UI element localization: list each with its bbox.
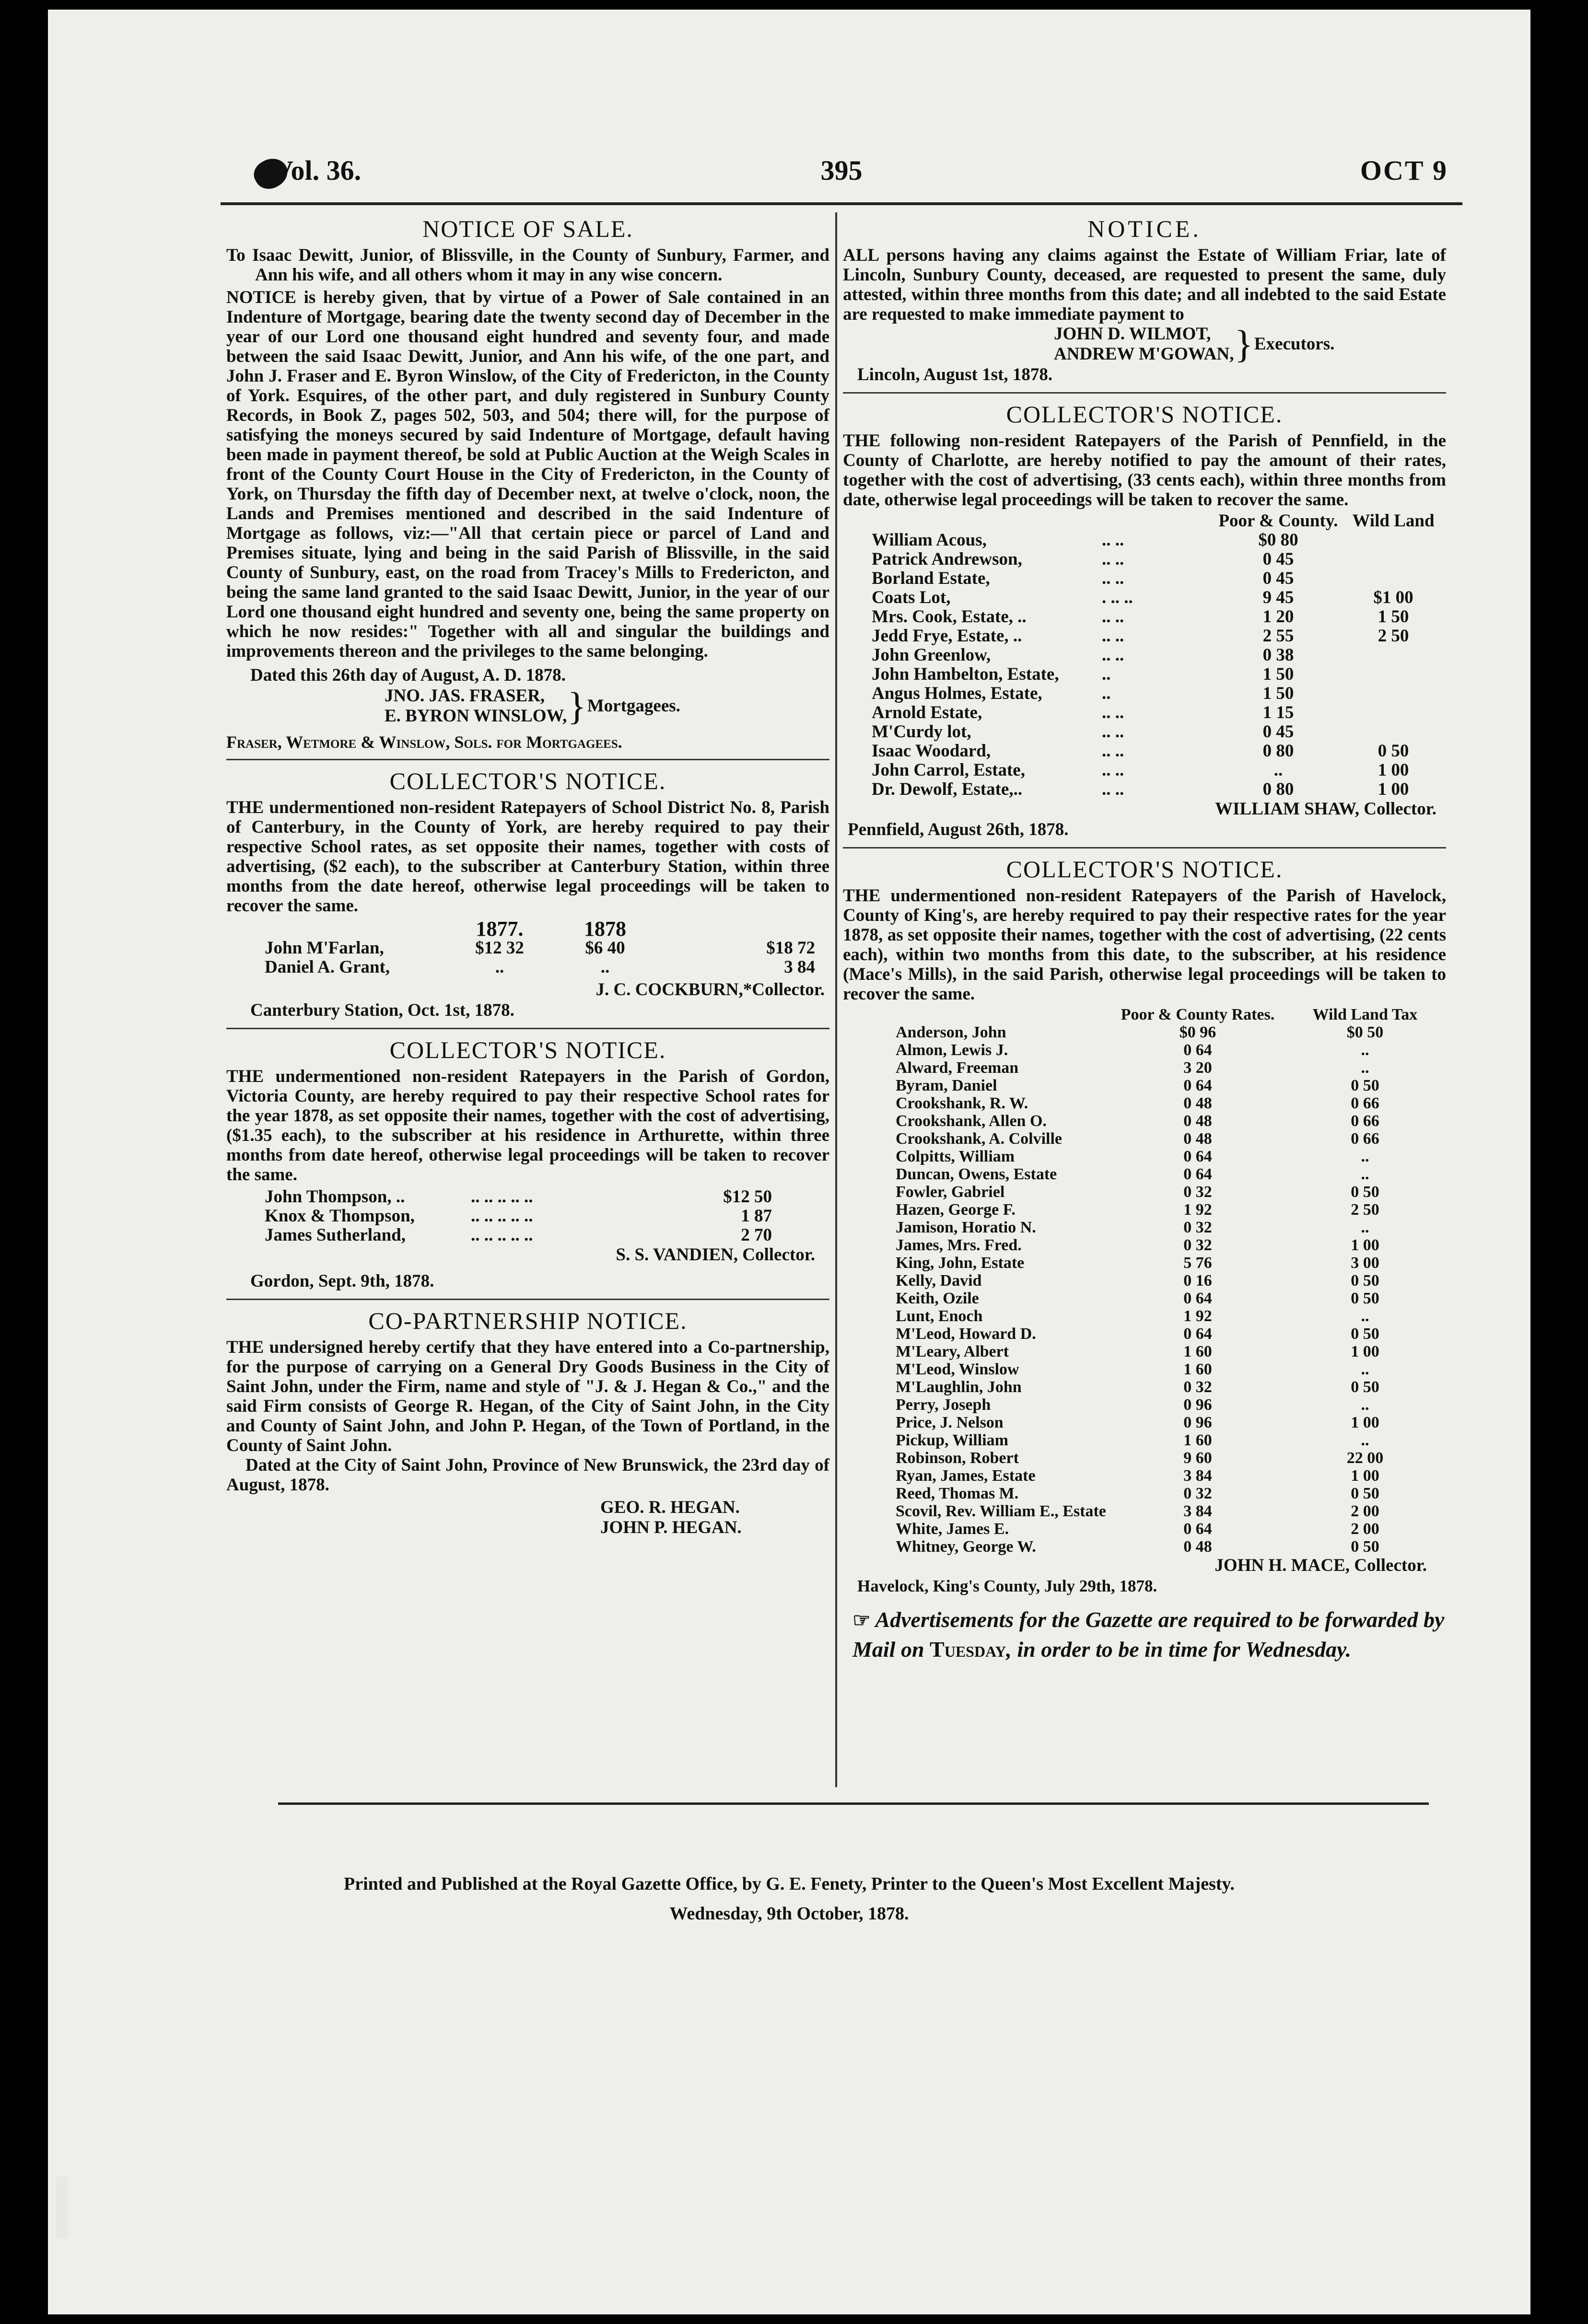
table-row	[843, 1059, 1446, 1077]
rate-value: $0 80	[1258, 530, 1298, 550]
column-header: Poor & County Rates.	[1121, 1006, 1275, 1023]
table-row	[843, 1520, 1446, 1538]
table-row	[843, 1307, 1446, 1325]
columns	[221, 210, 1462, 1787]
table-row	[843, 646, 1446, 665]
rate-value: 0 50	[1351, 1485, 1379, 1502]
table-row	[226, 958, 829, 977]
ratepayer-name: John Thompson, ..	[265, 1187, 405, 1207]
brace-glyph: }	[1234, 322, 1253, 366]
ratepayer-name: Duncan, Owens, Estate	[896, 1165, 1057, 1183]
page-content	[221, 145, 1462, 1787]
ratepayer-name: James Sutherland,	[265, 1225, 406, 1245]
table-row	[843, 1077, 1446, 1094]
rate-value: ..	[1361, 1059, 1369, 1077]
leader-dots: .. ..	[1102, 722, 1124, 742]
publication-date: Wednesday, 9th October, 1878.	[669, 1904, 909, 1924]
ratepayer-name: Isaac Woodard,	[872, 741, 991, 761]
rate-value: 0 96	[1183, 1396, 1212, 1414]
table-row	[843, 1201, 1446, 1219]
table-row	[843, 1538, 1446, 1556]
ratepayer-name: Hazen, George F.	[896, 1201, 1016, 1219]
table-row	[843, 1236, 1446, 1254]
rate-value: 0 32	[1183, 1219, 1212, 1236]
page-edge-mark	[56, 2176, 68, 2239]
rate-value: 1 60	[1183, 1343, 1212, 1360]
ratepayer-name: M'Laughlin, John	[896, 1378, 1022, 1396]
ratepayer-name: Crookshank, R. W.	[896, 1094, 1028, 1112]
rate-value: 0 64	[1183, 1290, 1212, 1307]
ratepayer-name: William Acous,	[872, 530, 987, 550]
table-row	[843, 1219, 1446, 1236]
rate-value: ..	[1361, 1148, 1369, 1165]
ratepayer-name: Whitney, George W.	[896, 1538, 1036, 1556]
left-column	[221, 210, 835, 1538]
table-row	[843, 1449, 1446, 1467]
rate-value: 0 16	[1183, 1272, 1212, 1290]
copartnership-notice	[226, 1307, 829, 1538]
ratepayer-name: Price, J. Nelson	[896, 1414, 1004, 1431]
rate-value: 0 50	[1378, 741, 1409, 761]
table-row	[843, 569, 1446, 588]
ratepayer-name: Arnold Estate,	[872, 703, 982, 722]
table-row	[843, 1343, 1446, 1360]
notice-title: NOTICE.	[1087, 215, 1202, 242]
rates-table	[843, 1006, 1446, 1556]
ratepayer-name: M'Leod, Howard D.	[896, 1325, 1036, 1343]
table-row	[843, 1165, 1446, 1183]
ratepayer-name: Kelly, David	[896, 1272, 982, 1290]
leader-dots: .. ..	[1102, 626, 1124, 646]
rate-value: ..	[1361, 1041, 1369, 1059]
notice-place-date: Canterbury Station, Oct. 1st, 1878.	[250, 1000, 514, 1020]
rate-value: 0 50	[1351, 1378, 1379, 1396]
ratepayer-name: Pickup, William	[896, 1431, 1008, 1449]
rates-table	[843, 511, 1446, 799]
table-row	[843, 1485, 1446, 1502]
table-row	[843, 1023, 1446, 1041]
table-row	[843, 1041, 1446, 1059]
table-row	[843, 1130, 1446, 1148]
advert-day: Tuesday	[930, 1637, 1006, 1662]
rate-value: 2 50	[1351, 1201, 1379, 1219]
notice-separator	[226, 759, 829, 760]
ratepayer-name: Almon, Lewis J.	[896, 1041, 1008, 1059]
rates-table	[226, 919, 829, 977]
rate-value: $0 50	[1346, 1023, 1384, 1041]
notice-place-date: Havelock, King's County, July 29th, 1878.	[857, 1577, 1157, 1595]
rate-value: $6 40	[585, 938, 625, 958]
rate-value: 0 32	[1183, 1378, 1212, 1396]
rate-value: ..	[1361, 1219, 1369, 1236]
table-row	[843, 1325, 1446, 1343]
table-row	[843, 607, 1446, 627]
rate-value: 2 55	[1262, 626, 1294, 646]
ratepayer-name: King, John, Estate	[896, 1254, 1025, 1272]
table-row	[843, 780, 1446, 799]
advertisement-note	[843, 1605, 1446, 1664]
notice-place-date: Gordon, Sept. 9th, 1878.	[250, 1271, 434, 1291]
column-header: Poor & County.	[1218, 511, 1338, 531]
rate-value: 0 50	[1351, 1272, 1379, 1290]
rate-value: 0 32	[1183, 1485, 1212, 1502]
rate-value: 0 80	[1262, 779, 1294, 799]
rate-value: $1 00	[1373, 588, 1413, 607]
ratepayer-name: Keith, Ozile	[896, 1290, 979, 1307]
rate-value: 3 00	[1351, 1254, 1379, 1272]
gordon-collector-notice	[226, 1036, 829, 1292]
rate-value: 0 66	[1351, 1112, 1379, 1130]
signer-role: Mortgagees.	[587, 696, 680, 716]
header-rule	[221, 202, 1462, 205]
ratepayer-name: Scovil, Rev. William E., Estate	[896, 1502, 1106, 1520]
leader-dots: .. ..	[1102, 703, 1124, 722]
ratepayer-name: M'Leary, Albert	[896, 1343, 1009, 1360]
leader-dots: .. .. .. .. ..	[471, 1187, 533, 1207]
rate-value: $0 96	[1179, 1023, 1216, 1041]
notice-separator	[843, 847, 1446, 848]
ratepayer-name: Dr. Dewolf, Estate,..	[872, 779, 1023, 799]
rate-value: 0 38	[1262, 645, 1294, 665]
ratepayer-name: John Greenlow,	[872, 645, 991, 665]
rate-value: 0 64	[1183, 1325, 1212, 1343]
rate-value: 1 92	[1183, 1201, 1212, 1219]
notice-of-sale	[226, 215, 829, 752]
ratepayer-name: Mrs. Cook, Estate, ..	[872, 607, 1027, 627]
ratepayer-name: Anderson, John	[896, 1023, 1006, 1041]
signer: JOHN P. HEGAN.	[600, 1518, 742, 1537]
rate-value: 0 48	[1183, 1112, 1212, 1130]
ratepayer-name: Knox & Thompson,	[265, 1206, 415, 1226]
rate-value: 0 32	[1183, 1236, 1212, 1254]
rate-value: 0 50	[1351, 1183, 1379, 1201]
pointing-hand-icon: ☞	[852, 1610, 871, 1632]
ratepayer-name: John Hambelton, Estate,	[872, 664, 1059, 684]
leader-dots: .. ..	[1102, 779, 1124, 799]
notice-title: COLLECTOR'S NOTICE.	[1006, 401, 1283, 428]
notice-body: THE undermentioned non-resident Ratepayers in the Parish of Gordon, Victoria County, are hereby required to pay their respective School rates for the year 1878, as set opposite their names, together with the cost of advertising, ($1.35 each), to the subscriber at his residence in Arthurette, within three months from date hereof, otherwise legal proceedings will be taken to recover the same.	[226, 1067, 829, 1185]
signer: ANDREW M'GOWAN,	[1054, 344, 1234, 364]
ratepayer-name: Jamison, Horatio N.	[896, 1219, 1036, 1236]
ratepayer-name: Perry, Joseph	[896, 1396, 991, 1414]
ratepayer-name: M'Curdy lot,	[872, 722, 971, 742]
leader-dots: .. ..	[1102, 760, 1124, 780]
ratepayer-name: Ryan, James, Estate	[896, 1467, 1036, 1485]
ratepayer-name: Angus Holmes, Estate,	[872, 684, 1042, 703]
notice-title: NOTICE OF SALE.	[422, 215, 633, 242]
rate-value: 0 32	[1183, 1183, 1212, 1201]
rate-value	[1341, 531, 1446, 550]
rate-value: 3 84	[1183, 1467, 1212, 1485]
rate-value: 0 64	[1183, 1077, 1212, 1094]
rate-value: 1 60	[1183, 1431, 1212, 1449]
notice-title: COLLECTOR'S NOTICE.	[389, 1036, 666, 1063]
rate-value: ..	[1273, 760, 1283, 780]
table-row	[843, 1290, 1446, 1307]
ratepayer-name: Robinson, Robert	[896, 1449, 1019, 1467]
rate-value: 9 60	[1183, 1449, 1212, 1467]
rate-value: ..	[1361, 1165, 1369, 1183]
rate-value: 0 50	[1351, 1538, 1379, 1556]
brace-glyph: }	[567, 684, 586, 728]
notice-place-date: Lincoln, August 1st, 1878.	[857, 365, 1053, 384]
rate-value: ..	[495, 957, 504, 977]
footer-rule	[278, 1802, 1429, 1805]
rate-value: 0 96	[1183, 1414, 1212, 1431]
ratepayer-name: Reed, Thomas M.	[896, 1485, 1019, 1502]
page-header	[221, 145, 1462, 202]
rate-value: 0 66	[1351, 1130, 1379, 1148]
ratepayer-name: Borland Estate,	[872, 569, 990, 588]
leader-dots: .. ..	[1102, 645, 1124, 665]
rate-value: ..	[1361, 1307, 1369, 1325]
column-header: 1877.	[476, 917, 524, 941]
column-header: Wild Land Tax	[1312, 1006, 1418, 1023]
ratepayer-name: Jedd Frye, Estate, ..	[872, 626, 1022, 646]
rate-value: ..	[1361, 1360, 1369, 1378]
signer: JNO. JAS. FRASER,	[385, 686, 545, 706]
rate-value	[1341, 684, 1446, 703]
table-row	[843, 1112, 1446, 1130]
table-row	[226, 1187, 829, 1207]
rate-value: 1 15	[1262, 703, 1294, 722]
rate-value: 0 80	[1262, 741, 1294, 761]
ratepayer-name: John Carrol, Estate,	[872, 760, 1025, 780]
pennfield-collector-notice	[843, 400, 1446, 840]
rate-value	[1341, 722, 1446, 742]
ratepayer-name: Lunt, Enoch	[896, 1307, 983, 1325]
table-row	[843, 1148, 1446, 1165]
table-row	[843, 703, 1446, 722]
rate-value: $12 32	[475, 938, 524, 958]
table-row	[843, 1396, 1446, 1414]
rate-value: 0 66	[1351, 1094, 1379, 1112]
table-row	[843, 1360, 1446, 1378]
rate-value: 1 92	[1183, 1307, 1212, 1325]
rate-value: 0 45	[1262, 722, 1294, 742]
rate-value	[1341, 703, 1446, 722]
rate-value	[1341, 550, 1446, 569]
rate-value: ..	[600, 957, 610, 977]
rate-value: 9 45	[1262, 588, 1294, 607]
collector-signature: WILLIAM SHAW, Collector.	[1215, 799, 1436, 819]
notice-body: THE undersigned hereby certify that they have entered into a Co-partnership, for the purpose of carrying on a General Dry Goods Business in the City of Saint John, under the Firm, name and style of "J. & J. Hegan & Co.," and the said Firm consists of George R. Hegan, of the City of Saint John, in the City and County of Saint John, and John P. Hegan, of the Town of Portland, in the County of Saint John.	[226, 1337, 829, 1455]
signature-block	[385, 686, 681, 726]
rate-total: 3 84	[784, 957, 815, 977]
leader-dots: ..	[1102, 664, 1111, 684]
advert-text: Advertisements for the Gazette are required to be forwarded by Mail on	[852, 1607, 1445, 1662]
signature-block	[1054, 324, 1335, 364]
notice-body: NOTICE is hereby given, that by virtue of a Power of Sale contained in an Indenture of Mortgage, bearing date the twenty second day of December in the year of our Lord one thousand eight hundred and seventy four, and made between the said Isaac Dewitt, Junior, and Ann his wife, of the one part, and John J. Fraser and E. Byron Winslow, of the City of Fredericton, in the County of York. Esquires, of the other part, and duly registered in Sunbury County Records, in Book Z, pages 502, 503, and 504; there will, for the purpose of satisfying the moneys secured by said Indenture of Mortgage, default having been made in payment thereof, be sold at Public Auction at the Weigh Scales in front of the County Court House in the City of Fredericton, in the County of York, on Thursday the fifth day of December next, at twelve o'clock, noon, the Lands and Premises mentioned and described in the said Indenture of Mortgage as follows, viz:—"All that certain piece or parcel of Land and Premises situate, lying and being in the said Parish of Blissville, in the said County of Sunbury, east, on the road from Tracey's Mills to Fredericton, and being the same land granted to the said Isaac Dewitt, Junior, in the year of our Lord one thousand eight hundred and seventy one, being the same property on which he now resides:" Together with all and singular the buildings and improvements thereon and the privileges to the same belonging.	[226, 288, 829, 661]
column-header: Wild Land	[1352, 511, 1435, 531]
notice-separator	[226, 1299, 829, 1300]
notice-title: CO-PARTNERSHIP NOTICE.	[368, 1307, 688, 1334]
collector-signature: JOHN H. MACE, Collector.	[1214, 1556, 1427, 1575]
table-row	[226, 1226, 829, 1245]
rate-value: 2 70	[741, 1225, 772, 1245]
ratepayer-name: Daniel A. Grant,	[265, 957, 390, 977]
ratepayer-name: Alward, Freeman	[896, 1059, 1019, 1077]
rate-value: 1 50	[1378, 607, 1409, 627]
table-row	[843, 588, 1446, 607]
issue-date: OCT 9	[1360, 155, 1448, 186]
signer: E. BYRON WINSLOW,	[385, 706, 567, 726]
table-row	[843, 1431, 1446, 1449]
notice-separator	[843, 392, 1446, 394]
ratepayer-name: Crookshank, A. Colville	[896, 1130, 1063, 1148]
rate-total: $18 72	[766, 938, 815, 958]
table-row	[843, 722, 1446, 742]
ratepayer-name: John M'Farlan,	[265, 938, 384, 958]
leader-dots: .. ..	[1102, 549, 1124, 569]
rate-value: 0 50	[1351, 1077, 1379, 1094]
leader-dots: .. .. .. .. ..	[471, 1225, 533, 1245]
rate-value: 0 45	[1262, 569, 1294, 588]
leader-dots: .. ..	[1102, 607, 1124, 627]
ratepayer-name: Colpitts, William	[896, 1148, 1015, 1165]
canterbury-collector-notice	[226, 767, 829, 1021]
leader-dots: . .. ..	[1102, 588, 1133, 607]
ratepayer-name: Fowler, Gabriel	[896, 1183, 1005, 1201]
rate-value: 1 50	[1262, 684, 1294, 703]
rate-value: 0 64	[1183, 1041, 1212, 1059]
table-row	[843, 627, 1446, 646]
signer: GEO. R. HEGAN.	[600, 1498, 740, 1517]
rate-value	[1341, 646, 1446, 665]
leader-dots: .. ..	[1102, 741, 1124, 761]
rate-value: 0 64	[1183, 1148, 1212, 1165]
table-row	[843, 665, 1446, 684]
table-row	[843, 1254, 1446, 1272]
rate-value: 0 50	[1351, 1325, 1379, 1343]
notice-addressee: To Isaac Dewitt, Junior, of Blissville, in the County of Sunbury, Farmer, and Ann his wife, and all others whom it may in any wise concern.	[226, 245, 829, 285]
ratepayer-name: Byram, Daniel	[896, 1077, 997, 1094]
table-row	[843, 1502, 1446, 1520]
printer-imprint: Printed and Published at the Royal Gazette Office, by G. E. Fenety, Printer to the Queen's Most Excellent Majesty.	[344, 1874, 1235, 1894]
rate-value: 0 50	[1351, 1290, 1379, 1307]
leader-dots: .. ..	[1102, 530, 1124, 550]
signer: JOHN D. WILMOT,	[1054, 324, 1211, 344]
table-row	[843, 1414, 1446, 1431]
havelock-collector-notice	[843, 855, 1446, 1597]
notice-body: ALL persons having any claims against the Estate of William Friar, late of Lincoln, Sunbury County, deceased, are requested to present the same, duly attested, within three months from this date; and all indebted to the said Estate are requested to make immediate payment to	[843, 245, 1446, 324]
notice-dated: Dated this 26th day of August, A. D. 1878.	[250, 665, 566, 685]
notice-dated: Dated at the City of Saint John, Province of New Brunswick, the 23rd day of August, 1878.	[226, 1455, 829, 1495]
page-number: 395	[820, 155, 863, 186]
advert-text: , in order to be in time for Wednesday.	[1006, 1637, 1352, 1662]
table-row	[843, 1094, 1446, 1112]
table-row	[226, 1207, 829, 1226]
leader-dots: ..	[1102, 684, 1111, 703]
rate-value: 0 48	[1183, 1538, 1212, 1556]
notice-body: THE undermentioned non-resident Ratepayers of the Parish of Havelock, County of King's, are hereby required to pay their respective rates for the year 1878, as set opposite their names, together with the cost of advertising, (22 cents each), within two months from this date, to the subscriber, at his residence (Mace's Mills), in the said Parish, otherwise legal proceedings will be taken to recover the same.	[843, 886, 1446, 1004]
rate-value	[1341, 665, 1446, 684]
ratepayer-name: Crookshank, Allen O.	[896, 1112, 1047, 1130]
signer-role: Executors.	[1254, 334, 1335, 354]
rate-value: 3 20	[1183, 1059, 1212, 1077]
rate-value: ..	[1361, 1431, 1369, 1449]
solicitors-line: Fraser, Wetmore & Winslow, Sols. for Mortgagees.	[226, 732, 622, 752]
rate-value: 0 48	[1183, 1094, 1212, 1112]
rate-value: 5 76	[1183, 1254, 1212, 1272]
ratepayer-name: White, James E.	[896, 1520, 1009, 1538]
rate-value: 1 00	[1351, 1236, 1379, 1254]
table-row	[843, 1272, 1446, 1290]
friar-estate-notice	[843, 215, 1446, 385]
rate-value: 1 60	[1183, 1360, 1212, 1378]
notice-body: THE undermentioned non-resident Ratepayers of School District No. 8, Parish of Canterbury, in the County of York, are hereby required to pay their respective School rates, as set opposite their names, together with costs of advertising, ($2 each), to the subscriber at Canterbury Station, within three months from the date hereof, otherwise legal proceedings will be taken to recover the same.	[226, 798, 829, 916]
ratepayer-name: James, Mrs. Fred.	[896, 1236, 1022, 1254]
rate-value: 0 48	[1183, 1130, 1212, 1148]
notice-title: COLLECTOR'S NOTICE.	[389, 767, 666, 794]
right-column	[837, 210, 1452, 1664]
rate-value: 1 00	[1378, 760, 1409, 780]
rate-value: 2 50	[1378, 626, 1409, 646]
table-row	[226, 939, 829, 958]
rate-value: 1 00	[1378, 779, 1409, 799]
rate-value: 1 00	[1351, 1467, 1379, 1485]
leader-dots: .. .. .. .. ..	[471, 1206, 533, 1226]
rate-value: $12 50	[723, 1187, 772, 1207]
gazette-page	[48, 10, 1530, 2314]
rate-value: 2 00	[1351, 1520, 1379, 1538]
leader-dots: .. ..	[1102, 569, 1124, 588]
rate-value: 0 45	[1262, 549, 1294, 569]
table-row	[843, 1378, 1446, 1396]
table-row	[843, 1467, 1446, 1485]
volume-number: Vol. 36.	[273, 155, 362, 186]
table-row	[843, 550, 1446, 569]
ratepayer-name: M'Leod, Winslow	[896, 1360, 1019, 1378]
notice-body: THE following non-resident Ratepayers of the Parish of Pennfield, in the County of Charlotte, are hereby notified to pay the amount of their rates, together with the cost of advertising, (33 cents each), within three months from date, otherwise legal proceedings will be taken to recover the same.	[843, 431, 1446, 510]
rate-value: 0 64	[1183, 1520, 1212, 1538]
column-header: 1878	[584, 917, 626, 941]
collector-signature: J. C. COCKBURN,*Collector.	[596, 980, 825, 999]
rate-value	[1341, 569, 1446, 588]
rate-value: 1 20	[1262, 607, 1294, 627]
table-row	[843, 742, 1446, 761]
ratepayer-name: Patrick Andrewson,	[872, 549, 1022, 569]
rate-value: 0 64	[1183, 1165, 1212, 1183]
ratepayer-name: Coats Lot,	[872, 588, 951, 607]
table-row	[843, 761, 1446, 780]
rate-value: ..	[1361, 1396, 1369, 1414]
rate-value: 2 00	[1351, 1502, 1379, 1520]
rate-value: 3 84	[1183, 1502, 1212, 1520]
notice-title: COLLECTOR'S NOTICE.	[1006, 856, 1283, 883]
table-row	[843, 531, 1446, 550]
rate-value: 1 50	[1262, 664, 1294, 684]
table-row	[843, 684, 1446, 703]
rate-value: 1 00	[1351, 1414, 1379, 1431]
notice-place-date: Pennfield, August 26th, 1878.	[848, 820, 1069, 839]
notice-separator	[226, 1028, 829, 1029]
collector-signature: S. S. VANDIEN, Collector.	[616, 1245, 815, 1265]
rate-value: 1 00	[1351, 1343, 1379, 1360]
rate-value: 22 00	[1346, 1449, 1384, 1467]
rate-value: 1 87	[741, 1206, 772, 1226]
table-row	[843, 1183, 1446, 1201]
rates-table	[226, 1187, 829, 1245]
